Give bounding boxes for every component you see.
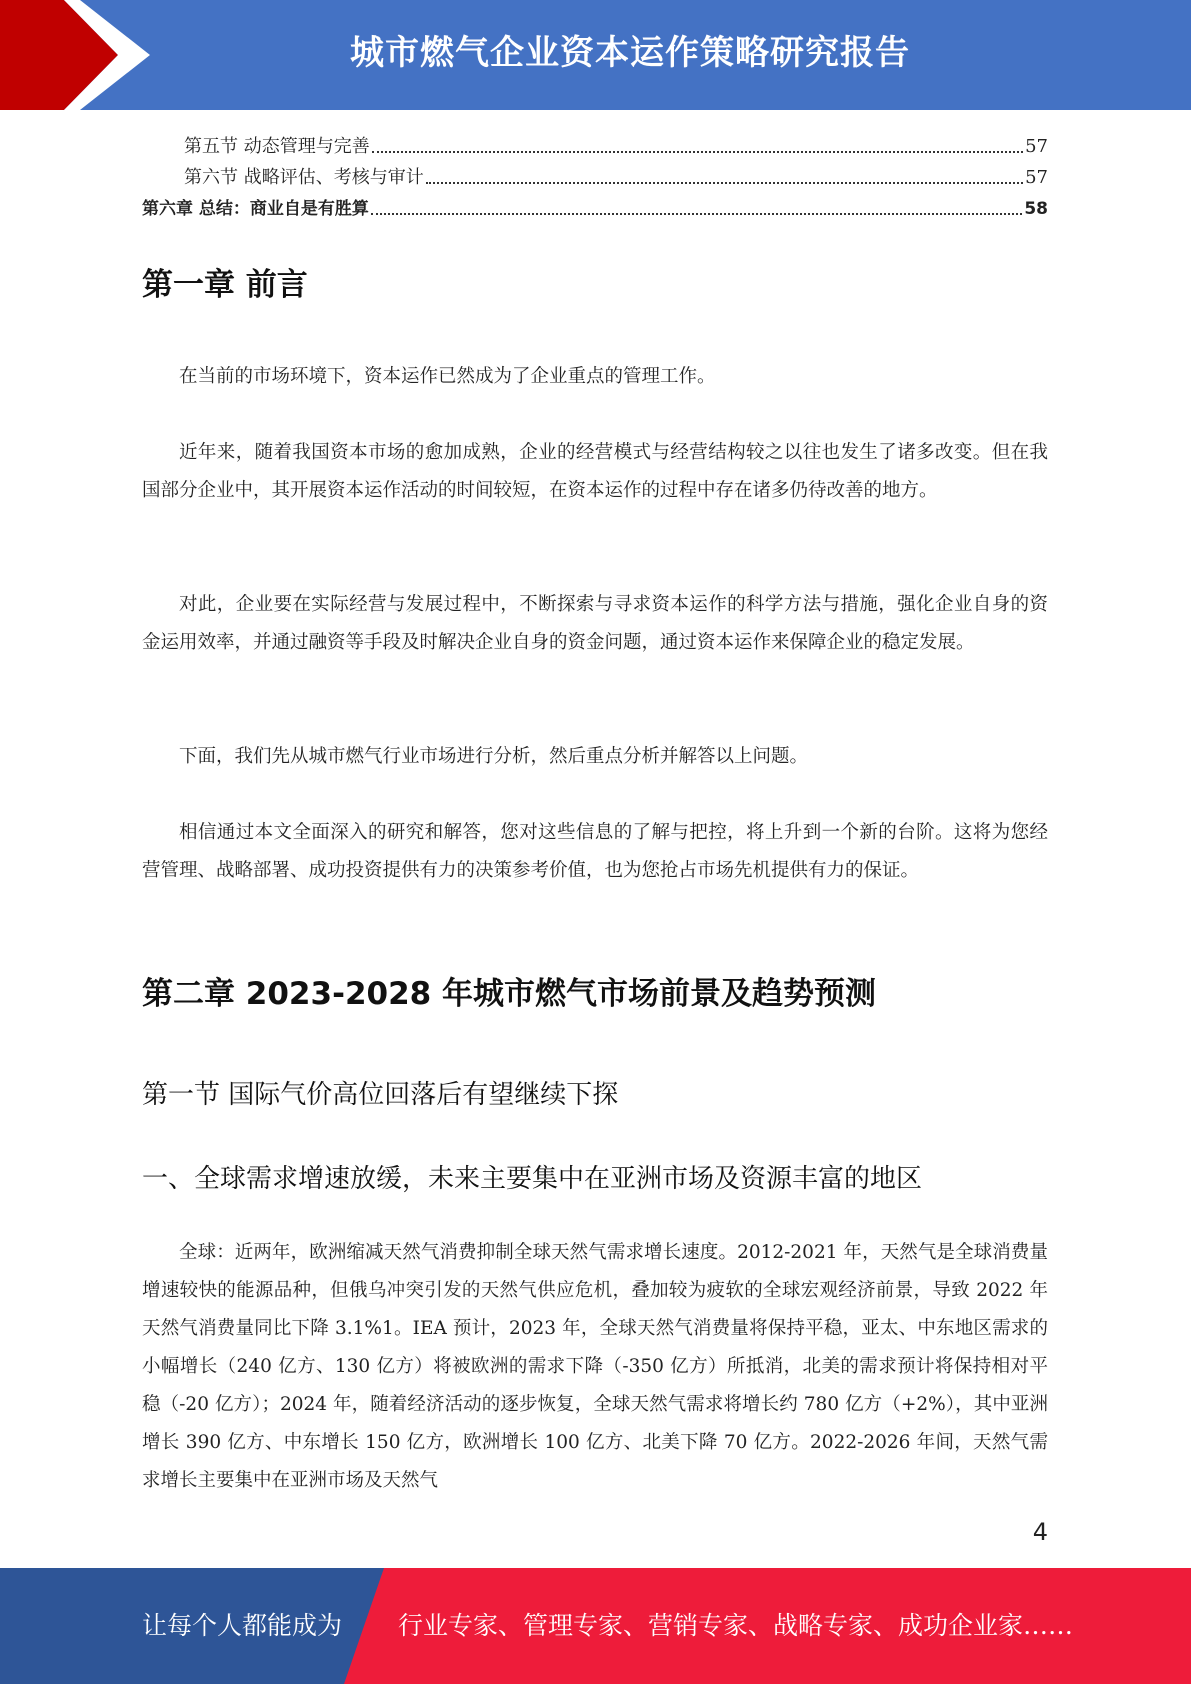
paragraph: 近年来，随着我国资本市场的愈加成熟，企业的经营模式与经营结构较之以往也发生了诸多改变。但在我国部分企业中，其开展资本运作活动的时间较短，在资本运作的过程中存在诸多仍待改善的地方。 <box>142 442 1048 501</box>
toc-leader-dots <box>372 151 1023 153</box>
chapter-heading: 第二章 2023-2028 年城市燃气市场前景及趋势预测 <box>142 976 877 1012</box>
subsection-heading: 一、全球需求增速放缓，未来主要集中在亚洲市场及资源丰富的地区 <box>142 1164 923 1194</box>
page-header <box>0 0 1191 110</box>
page-footer <box>0 1568 1191 1684</box>
toc-entry-page: 58 <box>1024 199 1048 219</box>
chapter-heading: 第一章 前言 <box>142 267 308 303</box>
toc-entry-title: 第六章 总结：商业自是有胜算 <box>142 199 369 219</box>
toc-entry[interactable] <box>142 159 1048 189</box>
section-heading: 第一节 国际气价高位回落后有望继续下探 <box>142 1080 619 1110</box>
paragraph: 相信通过本文全面深入的研究和解答，您对这些信息的了解与把控，将上升到一个新的台阶。这将为您经营管理、战略部署、成功投资提供有力的决策参考价值，也为您抢占市场先机提供有力的保证。 <box>142 822 1048 881</box>
toc-entry[interactable] <box>142 128 1048 158</box>
toc-entry-page: 57 <box>1025 167 1048 188</box>
footer-slogan-right: 行业专家、管理专家、营销专家、战略专家、成功企业家…… <box>398 1611 1074 1640</box>
paragraph: 全球：近两年，欧洲缩减天然气消费抑制全球天然气需求增长速度。2012-2021 年，天然气是全球消费量增速较快的能源品种，但俄乌冲突引发的天然气供应危机，叠加较为疲软的全球宏观经济前景，导致 2022 年天然气消费量同比下降 3.1%1。IEA 预计，2023 年，全球天然气消费量将保持平稳，亚太、中东地区需求的小幅增长（240 亿方、130 亿方）将被欧洲的需求下降（-350 亿方）所抵消，北美的需求预计将保持相对平稳（-20 亿方）；2024 年，随着经济活动的逐步恢复，全球天然气需求将增长约 780 亿方（+2%），其中亚洲增长 390 亿方、中东增长 150 亿方，欧洲增长 100 亿方、北美下降 70 亿方。2022-2026 年间，天然气需求增长主要集中在亚洲市场及天然气 <box>142 1242 1048 1491</box>
paragraph: 下面，我们先从城市燃气行业市场进行分析，然后重点分析并解答以上问题。 <box>179 746 809 767</box>
footer-slogan-left: 让每个人都能成为 <box>142 1611 343 1640</box>
header-arrow-decoration <box>0 0 160 110</box>
toc-entry-chapter[interactable] <box>142 190 1048 220</box>
toc-entry-page: 57 <box>1025 136 1048 157</box>
page-number: 4 <box>1032 1518 1048 1546</box>
toc-leader-dots <box>371 213 1022 215</box>
toc-entry-title: 第六节 战略评估、考核与审计 <box>184 167 424 188</box>
paragraph: 对此，企业要在实际经营与发展过程中，不断探索与寻求资本运作的科学方法与措施，强化企业自身的资金运用效率，并通过融资等手段及时解决企业自身的资金问题，通过资本运作来保障企业的稳定发展。 <box>142 594 1048 653</box>
toc-leader-dots <box>426 182 1023 184</box>
paragraph: 在当前的市场环境下，资本运作已然成为了企业重点的管理工作。 <box>179 366 716 387</box>
header-title: 城市燃气企业资本运作策略研究报告 <box>350 33 910 73</box>
toc-entry-title: 第五节 动态管理与完善 <box>184 136 370 157</box>
